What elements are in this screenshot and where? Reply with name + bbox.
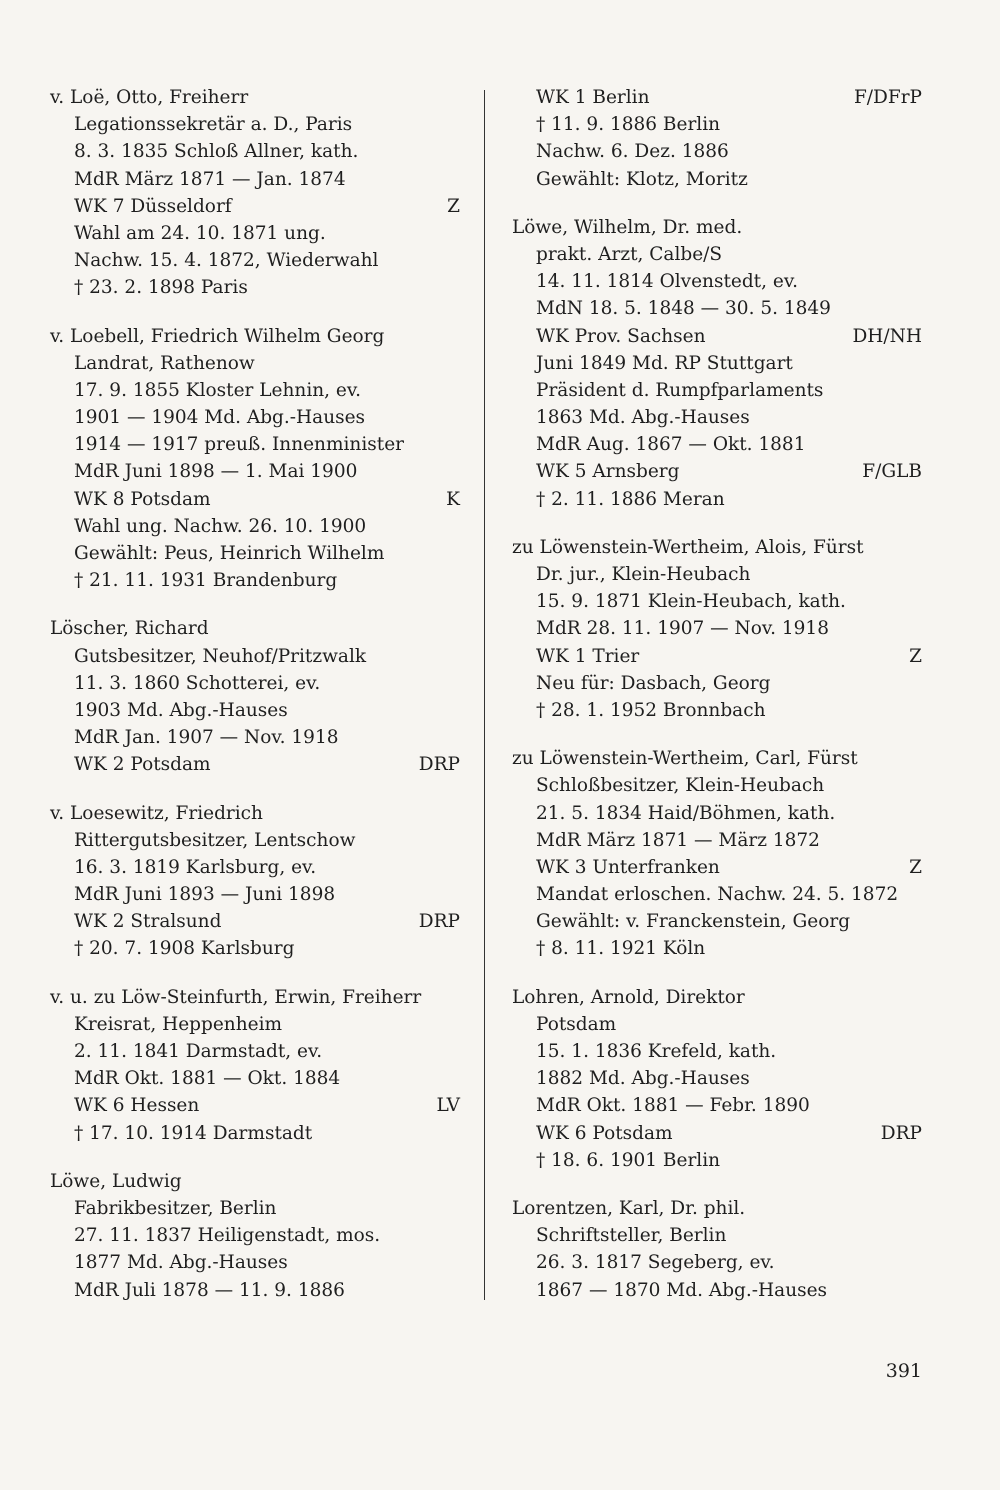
column-divider	[484, 90, 485, 1300]
entry-detail-text: 1877 Md. Abg.-Hauses	[74, 1252, 288, 1274]
entry-detail-text: WK 5 Arnsberg	[536, 461, 680, 483]
entry-name-text: v. u. zu Löw-Steinfurth, Erwin, Freiherr	[50, 986, 422, 1008]
entry-detail-text: † 28. 1. 1952 Bronnbach	[536, 699, 766, 721]
entry-detail-line	[512, 458, 922, 485]
entry-detail-text: WK 8 Potsdam	[74, 488, 211, 510]
party-abbreviation: F/GLB	[862, 461, 922, 483]
entry-detail-line	[512, 431, 922, 458]
entry-detail-line	[512, 1277, 922, 1304]
biography-entry	[512, 214, 922, 513]
entry-detail-line	[512, 772, 922, 799]
entry-detail-line	[50, 1277, 460, 1304]
entry-detail-line	[50, 670, 460, 697]
party-abbreviation: LV	[436, 1095, 460, 1117]
biography-entry	[50, 1168, 460, 1304]
entry-detail-line	[50, 377, 460, 404]
entry-detail-text: 16. 3. 1819 Karlsburg, ev.	[74, 856, 317, 878]
entry-detail-line	[512, 1222, 922, 1249]
biography-entry	[50, 323, 460, 595]
entry-detail-text: WK 1 Berlin	[536, 87, 650, 108]
entry-detail-line	[50, 854, 460, 881]
entry-detail-line	[50, 1222, 460, 1249]
entry-name-text: v. Loesewitz, Friedrich	[50, 802, 263, 824]
entry-detail-text: MdR Okt. 1881 — Febr. 1890	[536, 1095, 810, 1117]
entry-detail-line	[50, 458, 460, 485]
entry-detail-line	[512, 350, 922, 377]
entry-detail-text: Nachw. 15. 4. 1872, Wiederwahl	[74, 250, 379, 272]
entry-detail-line	[50, 1249, 460, 1276]
entry-detail-text: WK 6 Hessen	[74, 1095, 200, 1117]
entry-detail-text: 1867 — 1870 Md. Abg.-Hauses	[536, 1279, 828, 1301]
entry-detail-line	[50, 193, 460, 220]
entry-detail-text: Schloßbesitzer, Klein-Heubach	[536, 775, 825, 797]
entry-detail-text: 1882 Md. Abg.-Hauses	[536, 1068, 750, 1090]
entry-detail-text: Landrat, Rathenow	[74, 352, 255, 374]
entry-detail-line	[512, 800, 922, 827]
party-abbreviation: DRP	[418, 911, 460, 933]
right-column	[512, 84, 922, 1325]
entry-name	[512, 214, 922, 241]
entry-detail-text: Mandat erloschen. Nachw. 24. 5. 1872	[536, 884, 899, 906]
biography-entry	[50, 800, 460, 963]
entry-detail-line	[512, 166, 922, 193]
entry-name-text: Lorentzen, Karl, Dr. phil.	[512, 1197, 746, 1219]
entry-detail-text: † 21. 11. 1931 Brandenburg	[74, 570, 338, 592]
entry-detail-line	[50, 751, 460, 778]
entry-detail-line	[512, 881, 922, 908]
entry-detail-line	[50, 881, 460, 908]
entry-detail-text: MdR März 1871 — März 1872	[536, 829, 820, 851]
entry-detail-text: prakt. Arzt, Calbe/S	[536, 243, 723, 265]
entry-detail-line	[512, 295, 922, 322]
entry-detail-text: † 18. 6. 1901 Berlin	[536, 1149, 721, 1171]
biography-entry	[512, 745, 922, 963]
entry-detail-text: 21. 5. 1834 Haid/Böhmen, kath.	[536, 802, 836, 824]
entry-name	[512, 984, 922, 1011]
entry-detail-line	[512, 323, 922, 350]
entry-detail-text: MdR Jan. 1907 — Nov. 1918	[74, 727, 339, 749]
entry-detail-line	[512, 1011, 922, 1038]
entry-detail-text: Präsident d. Rumpfparlaments	[536, 379, 824, 401]
entry-detail-line	[50, 1092, 460, 1119]
entry-detail-text: 27. 11. 1837 Heiligenstadt, mos.	[74, 1225, 381, 1247]
entry-name-text: Löwe, Ludwig	[50, 1170, 182, 1192]
entry-detail-text: MdN 18. 5. 1848 — 30. 5. 1849	[536, 298, 831, 320]
entry-detail-text: WK 2 Stralsund	[74, 911, 222, 933]
entry-detail-line	[512, 84, 922, 111]
party-abbreviation: F/DFrP	[853, 87, 922, 108]
entry-detail-line	[50, 697, 460, 724]
entry-detail-text: 8. 3. 1835 Schloß Allner, kath.	[74, 141, 359, 163]
entry-detail-text: † 11. 9. 1886 Berlin	[536, 114, 721, 136]
entry-name	[50, 984, 460, 1011]
entry-detail-line	[50, 908, 460, 935]
entry-detail-text: WK 7 Düsseldorf	[74, 195, 232, 217]
entry-detail-line	[512, 1065, 922, 1092]
entry-detail-line	[50, 274, 460, 301]
entry-detail-line	[50, 567, 460, 594]
entry-detail-text: WK Prov. Sachsen	[536, 325, 706, 347]
entry-detail-text: Nachw. 6. Dez. 1886	[536, 141, 729, 163]
entry-detail-line	[50, 935, 460, 962]
entry-detail-text: Dr. jur., Klein-Heubach	[536, 564, 751, 585]
party-abbreviation: DH/NH	[852, 325, 922, 347]
entry-detail-line	[50, 431, 460, 458]
entry-detail-text: MdR Juni 1893 — Juni 1898	[74, 884, 336, 906]
party-abbreviation: Z	[909, 645, 922, 667]
entry-detail-text: MdR 28. 11. 1907 — Nov. 1918	[536, 618, 829, 640]
entry-detail-text: † 17. 10. 1914 Darmstadt	[74, 1122, 313, 1144]
entry-detail-text: 15. 9. 1871 Klein-Heubach, kath.	[536, 591, 846, 613]
entry-detail-text: Wahl am 24. 10. 1871 ung.	[74, 222, 326, 244]
entry-detail-line	[512, 908, 922, 935]
entry-name	[512, 745, 922, 772]
biography-entry	[512, 1195, 922, 1304]
entry-detail-line	[512, 935, 922, 962]
entry-name-text: Löwe, Wilhelm, Dr. med.	[512, 216, 743, 238]
left-column	[50, 84, 460, 1325]
entry-name	[50, 1168, 460, 1195]
entry-detail-line	[50, 486, 460, 513]
entry-detail-line	[50, 827, 460, 854]
entry-detail-text: Gewählt: Klotz, Moritz	[536, 168, 748, 190]
page-number: 391	[885, 1360, 922, 1382]
entry-detail-text: 14. 11. 1814 Olvenstedt, ev.	[536, 271, 798, 293]
biography-entry	[50, 615, 460, 778]
entry-detail-line	[512, 643, 922, 670]
entry-name-text: zu Löwenstein-Wertheim, Alois, Fürst	[512, 536, 864, 558]
entry-detail-line	[512, 1038, 922, 1065]
entry-detail-text: Legationssekretär a. D., Paris	[74, 114, 353, 136]
entry-detail-line	[512, 1120, 922, 1147]
entry-detail-line	[512, 111, 922, 138]
entry-detail-text: MdR März 1871 — Jan. 1874	[74, 168, 346, 190]
entry-detail-text: 2. 11. 1841 Darmstadt, ev.	[74, 1041, 323, 1062]
entry-detail-line	[512, 615, 922, 642]
entry-name	[50, 323, 460, 350]
entry-detail-text: Juni 1849 Md. RP Stuttgart	[536, 352, 793, 374]
entry-name	[512, 1195, 922, 1222]
entry-detail-text: Kreisrat, Heppenheim	[74, 1013, 283, 1035]
entry-detail-line	[50, 404, 460, 431]
entry-detail-line	[50, 1011, 460, 1038]
entry-detail-line	[50, 1120, 460, 1147]
entry-name	[50, 615, 460, 642]
entry-detail-text: 15. 1. 1836 Krefeld, kath.	[536, 1041, 777, 1062]
entry-detail-text: 26. 3. 1817 Segeberg, ev.	[536, 1252, 775, 1274]
entry-detail-line	[512, 697, 922, 724]
entry-detail-text: 17. 9. 1855 Kloster Lehnin, ev.	[74, 379, 362, 401]
entry-detail-line	[50, 724, 460, 751]
entry-detail-text: † 8. 11. 1921 Köln	[536, 938, 706, 960]
entry-detail-line	[50, 247, 460, 274]
entry-detail-line	[512, 138, 922, 165]
entry-name	[50, 800, 460, 827]
entry-detail-line	[512, 1249, 922, 1276]
entry-name	[50, 84, 460, 111]
entry-detail-line	[512, 827, 922, 854]
entry-detail-line	[50, 540, 460, 567]
entry-name-text: Lohren, Arnold, Direktor	[512, 986, 745, 1008]
entry-detail-line	[512, 588, 922, 615]
entry-name-text: Löscher, Richard	[50, 618, 209, 640]
entry-detail-line	[512, 268, 922, 295]
entry-detail-line	[512, 404, 922, 431]
entry-detail-text: WK 6 Potsdam	[536, 1122, 673, 1144]
entry-name-text: zu Löwenstein-Wertheim, Carl, Fürst	[512, 748, 858, 770]
entry-detail-text: Gewählt: Peus, Heinrich Wilhelm	[74, 543, 385, 564]
biography-entry	[50, 984, 460, 1147]
entry-detail-text: Fabrikbesitzer, Berlin	[74, 1197, 277, 1219]
entry-name-text: v. Loebell, Friedrich Wilhelm Georg	[50, 325, 385, 347]
entry-detail-line	[50, 643, 460, 670]
entry-detail-text: Rittergutsbesitzer, Lentschow	[74, 829, 356, 851]
entry-detail-line	[512, 561, 922, 588]
entry-detail-text: Schriftsteller, Berlin	[536, 1225, 727, 1247]
entry-detail-text: † 23. 2. 1898 Paris	[74, 277, 248, 299]
entry-detail-line	[50, 220, 460, 247]
entry-detail-text: MdR Juli 1878 — 11. 9. 1886	[74, 1279, 345, 1301]
biography-entry	[512, 534, 922, 724]
entry-detail-line	[50, 1065, 460, 1092]
entry-detail-text: 1863 Md. Abg.-Hauses	[536, 407, 750, 429]
entry-detail-text: † 20. 7. 1908 Karlsburg	[74, 938, 295, 960]
biography-entry	[50, 84, 460, 302]
entry-detail-line	[512, 670, 922, 697]
entry-detail-text: WK 3 Unterfranken	[536, 856, 720, 878]
entry-detail-line	[50, 1038, 460, 1065]
entry-detail-text: 1903 Md. Abg.-Hauses	[74, 699, 288, 721]
entry-detail-text: MdR Juni 1898 — 1. Mai 1900	[74, 461, 358, 483]
entry-detail-line	[512, 1092, 922, 1119]
entry-detail-line	[512, 241, 922, 268]
entry-detail-line	[50, 166, 460, 193]
biography-entry	[512, 984, 922, 1174]
entry-detail-line	[512, 486, 922, 513]
party-abbreviation: Z	[447, 195, 460, 217]
party-abbreviation: DRP	[418, 754, 460, 776]
entry-detail-line	[512, 1147, 922, 1174]
entry-detail-line	[512, 854, 922, 881]
entry-detail-text: Potsdam	[536, 1013, 617, 1035]
entry-detail-text: MdR Okt. 1881 — Okt. 1884	[74, 1068, 341, 1090]
entry-name	[512, 534, 922, 561]
party-abbreviation: K	[446, 488, 460, 510]
entry-name-text: v. Loë, Otto, Freiherr	[50, 87, 249, 108]
entry-detail-line	[50, 1195, 460, 1222]
entry-detail-text: 1914 — 1917 preuß. Innenminister	[74, 434, 404, 456]
entry-detail-line	[50, 513, 460, 540]
entry-detail-text: Neu für: Dasbach, Georg	[536, 672, 771, 694]
entry-detail-text: 1901 — 1904 Md. Abg.-Hauses	[74, 407, 366, 429]
entry-detail-text: † 2. 11. 1886 Meran	[536, 488, 725, 510]
entry-detail-line	[512, 377, 922, 404]
entry-detail-text: WK 1 Trier	[536, 645, 640, 667]
entry-detail-line	[50, 350, 460, 377]
entry-detail-text: Wahl ung. Nachw. 26. 10. 1900	[74, 515, 367, 537]
party-abbreviation: Z	[909, 856, 922, 878]
biography-entry	[512, 84, 922, 193]
entry-detail-text: Gewählt: v. Franckenstein, Georg	[536, 911, 851, 933]
entry-detail-line	[50, 111, 460, 138]
entry-detail-line	[50, 138, 460, 165]
party-abbreviation: DRP	[880, 1122, 922, 1144]
entry-detail-text: MdR Aug. 1867 — Okt. 1881	[536, 434, 806, 456]
entry-detail-text: 11. 3. 1860 Schotterei, ev.	[74, 672, 321, 694]
entry-detail-text: WK 2 Potsdam	[74, 754, 211, 776]
entry-detail-text: Gutsbesitzer, Neuhof/Pritzwalk	[74, 645, 367, 667]
